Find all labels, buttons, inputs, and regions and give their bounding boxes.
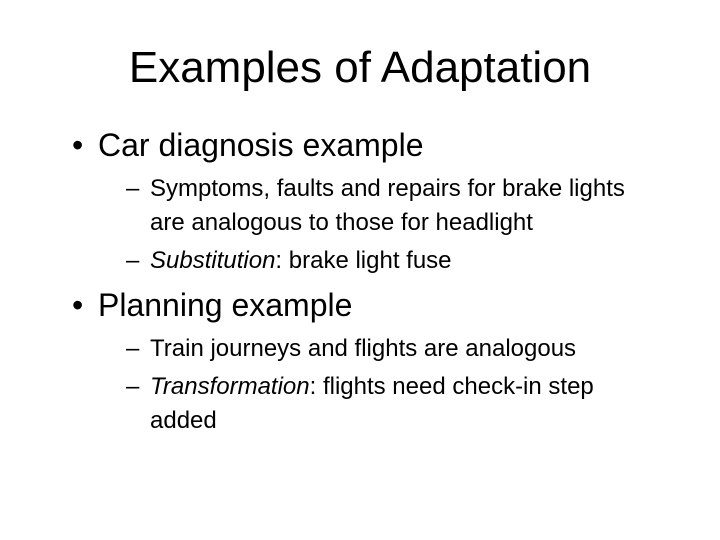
sub-item-text: Symptoms, faults and repairs for brake lights are analogous to those for headlight bbox=[150, 175, 625, 236]
sub-item-symptoms bbox=[126, 172, 666, 240]
bullet-planning bbox=[72, 286, 352, 324]
bullet-car-diagnosis bbox=[72, 126, 424, 164]
dash-glyph: – bbox=[126, 373, 140, 400]
bullet-glyph: • bbox=[72, 127, 84, 163]
slide-title: Examples of Adaptation bbox=[128, 43, 592, 92]
sub-item-text: Train journeys and flights are analogous bbox=[150, 335, 577, 362]
dash-glyph: – bbox=[126, 335, 140, 362]
dash-glyph: – bbox=[126, 175, 140, 202]
sub-item-transformation bbox=[126, 370, 666, 438]
sub-item-text: : brake light fuse bbox=[275, 247, 452, 274]
sub-item-substitution bbox=[126, 244, 666, 278]
sub-item-term: Transformation bbox=[150, 373, 310, 400]
bullet-text: Car diagnosis example bbox=[98, 127, 424, 163]
sub-item-text: : flights need check-in step added bbox=[150, 373, 594, 434]
sub-item-term: Substitution bbox=[150, 247, 276, 274]
dash-glyph: – bbox=[126, 247, 140, 274]
bullet-text: Planning example bbox=[98, 287, 353, 323]
sub-item-train-journeys bbox=[126, 332, 666, 366]
bullet-glyph: • bbox=[72, 287, 84, 323]
